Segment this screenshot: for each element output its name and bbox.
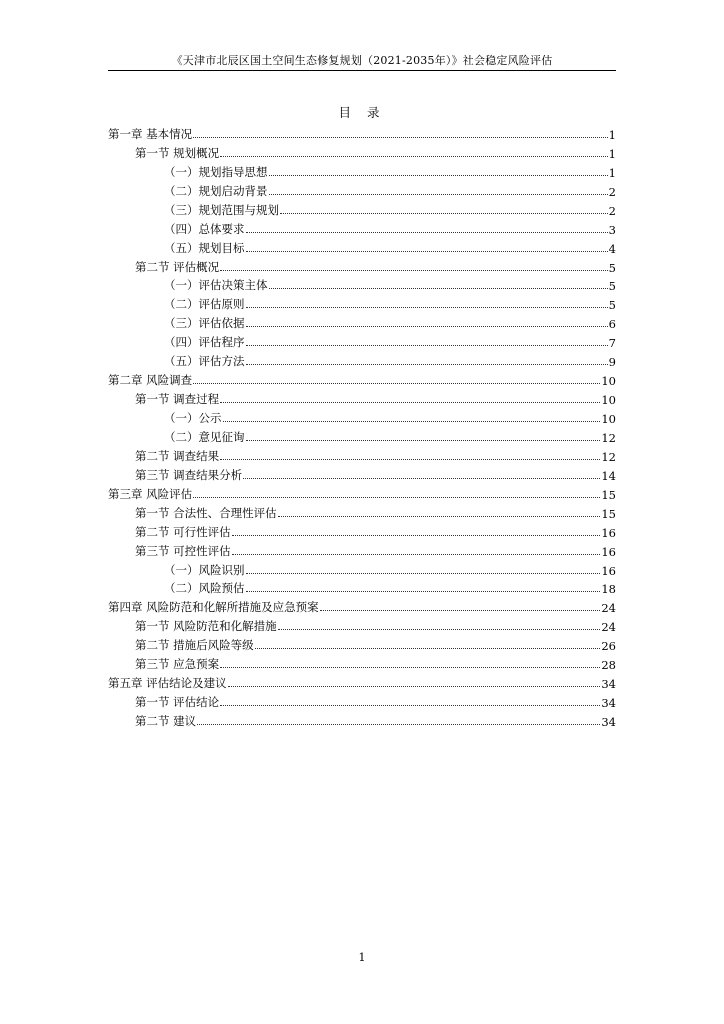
toc-dot-leader xyxy=(246,251,608,252)
toc-entry[interactable] xyxy=(108,218,616,237)
toc-entry-page: 6 xyxy=(608,317,616,332)
toc-entry[interactable] xyxy=(108,161,616,180)
toc-dot-leader xyxy=(255,648,601,649)
toc-dot-leader xyxy=(243,478,600,479)
toc-entry-page: 5 xyxy=(608,298,616,313)
toc-entry-label: 第二节 措施后风险等级 xyxy=(135,638,254,653)
toc-entry[interactable] xyxy=(108,199,616,218)
toc-entry-page: 34 xyxy=(601,696,616,711)
header-divider xyxy=(108,70,616,71)
toc-entry-page: 1 xyxy=(608,146,616,161)
toc-entry-page: 2 xyxy=(608,184,616,199)
toc-entry-label: 第四章 风险防范和化解所措施及应急预案 xyxy=(108,600,319,615)
toc-entry-page: 34 xyxy=(601,715,616,729)
toc-entry-page: 5 xyxy=(608,279,616,294)
toc-entry[interactable] xyxy=(108,691,616,710)
toc-entry[interactable] xyxy=(108,426,616,445)
toc-dot-leader xyxy=(193,383,600,384)
toc-entry[interactable] xyxy=(108,350,616,369)
toc-dot-leader xyxy=(246,326,608,327)
toc-entry-label: 第三章 风险评估 xyxy=(108,486,193,501)
toc-dot-leader xyxy=(220,705,600,706)
toc-entry-label: 第一节 规划概况 xyxy=(135,145,220,160)
toc-entry-page: 10 xyxy=(601,412,616,426)
toc-entry-label: 第二节 建议 xyxy=(135,714,197,728)
toc-entry[interactable] xyxy=(108,521,616,540)
toc-entry[interactable] xyxy=(108,369,616,388)
toc-entry-label: （二）评估原则 xyxy=(164,297,245,312)
toc-entry-label: 第三节 应急预案 xyxy=(135,657,220,672)
toc-dot-leader xyxy=(193,137,608,138)
toc-entry-label: 第二节 可行性评估 xyxy=(135,524,231,539)
toc-entry-page: 5 xyxy=(608,260,616,275)
toc-entry[interactable] xyxy=(108,256,616,275)
toc-entry-label: 第一节 评估结论 xyxy=(135,695,220,710)
toc-entry[interactable] xyxy=(108,237,616,256)
toc-entry[interactable] xyxy=(108,502,616,521)
toc-entry-label: 第三节 调查结果分析 xyxy=(135,467,243,482)
toc-dot-leader xyxy=(269,194,608,195)
toc-dot-leader xyxy=(246,440,601,441)
toc-dot-leader xyxy=(223,421,601,422)
toc-entry-page: 12 xyxy=(601,449,616,464)
toc-entry[interactable] xyxy=(108,445,616,464)
toc-entry-label: （四）总体要求 xyxy=(164,221,245,236)
toc-dot-leader xyxy=(220,402,600,403)
toc-dot-leader xyxy=(193,497,600,498)
table-of-contents xyxy=(108,123,616,729)
toc-entry-page: 1 xyxy=(608,165,616,180)
toc-dot-leader xyxy=(228,686,601,687)
toc-entry-page: 3 xyxy=(608,222,616,237)
toc-entry-page: 4 xyxy=(608,241,616,256)
toc-entry-page: 24 xyxy=(601,620,616,635)
toc-entry-label: （五）评估方法 xyxy=(164,354,245,369)
toc-entry-page: 26 xyxy=(601,639,616,654)
toc-entry[interactable] xyxy=(108,596,616,615)
toc-dot-leader xyxy=(269,175,608,176)
toc-entry-label: （三）规划范围与规划 xyxy=(164,202,279,217)
toc-dot-leader xyxy=(197,724,600,725)
toc-entry-page: 16 xyxy=(601,563,616,578)
toc-entry-page: 10 xyxy=(601,393,616,408)
toc-entry-label: （二）意见征询 xyxy=(164,429,245,444)
toc-entry-page: 24 xyxy=(601,601,616,616)
toc-entry[interactable] xyxy=(108,578,616,597)
toc-entry[interactable] xyxy=(108,615,616,634)
toc-entry-page: 9 xyxy=(608,355,616,370)
toc-entry-label: （四）评估程序 xyxy=(164,335,245,350)
toc-entry[interactable] xyxy=(108,180,616,199)
toc-entry-label: 第二节 调查结果 xyxy=(135,448,220,463)
toc-entry-page: 18 xyxy=(601,582,616,597)
toc-entry-page: 10 xyxy=(601,374,616,389)
toc-entry-page: 14 xyxy=(601,468,616,483)
toc-entry[interactable] xyxy=(108,275,616,294)
toc-dot-leader xyxy=(220,667,600,668)
toc-entry-label: 第一节 合法性、合理性评估 xyxy=(135,505,277,520)
toc-entry[interactable] xyxy=(108,653,616,672)
toc-entry[interactable] xyxy=(108,483,616,502)
toc-entry-label: 第五章 评估结论及建议 xyxy=(108,676,227,691)
toc-entry-label: （五）规划目标 xyxy=(164,240,245,255)
toc-entry[interactable] xyxy=(108,331,616,350)
toc-entry-label: （二）规划启动背景 xyxy=(164,183,268,198)
toc-entry-page: 34 xyxy=(601,677,616,692)
toc-entry[interactable] xyxy=(108,634,616,653)
toc-dot-leader xyxy=(246,307,608,308)
toc-dot-leader xyxy=(278,629,601,630)
toc-entry[interactable] xyxy=(108,559,616,578)
toc-dot-leader xyxy=(220,156,608,157)
toc-title: 目 录 xyxy=(338,105,386,120)
toc-entry-page: 15 xyxy=(601,487,616,502)
toc-entry[interactable] xyxy=(108,312,616,331)
toc-entry-page: 28 xyxy=(601,658,616,673)
toc-entry-page: 2 xyxy=(608,203,616,218)
toc-entry[interactable] xyxy=(108,293,616,312)
toc-entry[interactable] xyxy=(108,388,616,407)
toc-entry-label: 第一节 调查过程 xyxy=(135,392,220,407)
toc-entry-page: 16 xyxy=(601,525,616,540)
toc-dot-leader xyxy=(320,610,601,611)
toc-entry-page: 12 xyxy=(601,430,616,445)
toc-dot-leader xyxy=(280,213,608,214)
toc-entry[interactable] xyxy=(108,464,616,483)
toc-entry[interactable] xyxy=(108,672,616,691)
toc-dot-leader xyxy=(246,232,608,233)
toc-entry[interactable] xyxy=(108,407,616,426)
page-number: 1 xyxy=(358,951,366,964)
toc-dot-leader xyxy=(246,364,608,365)
toc-dot-leader xyxy=(220,270,608,271)
toc-entry-page: 15 xyxy=(601,506,616,521)
toc-entry-label: 第二章 风险调查 xyxy=(108,373,193,388)
toc-entry-label: 第一章 基本情况 xyxy=(108,126,193,141)
toc-entry-label: （一）公示 xyxy=(164,411,222,425)
toc-entry-page: 16 xyxy=(601,544,616,559)
toc-dot-leader xyxy=(232,535,601,536)
toc-entry-label: （一）评估决策主体 xyxy=(164,278,268,293)
toc-entry[interactable] xyxy=(108,123,616,142)
toc-dot-leader xyxy=(278,516,601,517)
toc-entry-label: 第一节 风险防范和化解措施 xyxy=(135,619,277,634)
running-header: 《天津市北辰区国土空间生态修复规划（2021-2035年）》社会稳定风险评估 xyxy=(171,54,553,67)
toc-dot-leader xyxy=(220,459,600,460)
toc-entry-label: 第三节 可控性评估 xyxy=(135,543,231,558)
toc-dot-leader xyxy=(269,288,608,289)
toc-dot-leader xyxy=(246,345,608,346)
toc-entry[interactable] xyxy=(108,142,616,161)
toc-entry[interactable] xyxy=(108,540,616,559)
toc-entry-label: （一）规划指导思想 xyxy=(164,164,268,179)
toc-entry-label: （二）风险预估 xyxy=(164,581,245,596)
toc-dot-leader xyxy=(246,573,601,574)
toc-entry-label: （一）风险识别 xyxy=(164,562,245,577)
toc-dot-leader xyxy=(246,591,601,592)
toc-entry[interactable] xyxy=(108,710,616,729)
toc-entry-label: 第二节 评估概况 xyxy=(135,259,220,274)
toc-entry-page: 1 xyxy=(608,127,616,142)
toc-entry-label: （三）评估依据 xyxy=(164,316,245,331)
toc-entry-page: 7 xyxy=(608,336,616,351)
toc-dot-leader xyxy=(232,554,601,555)
